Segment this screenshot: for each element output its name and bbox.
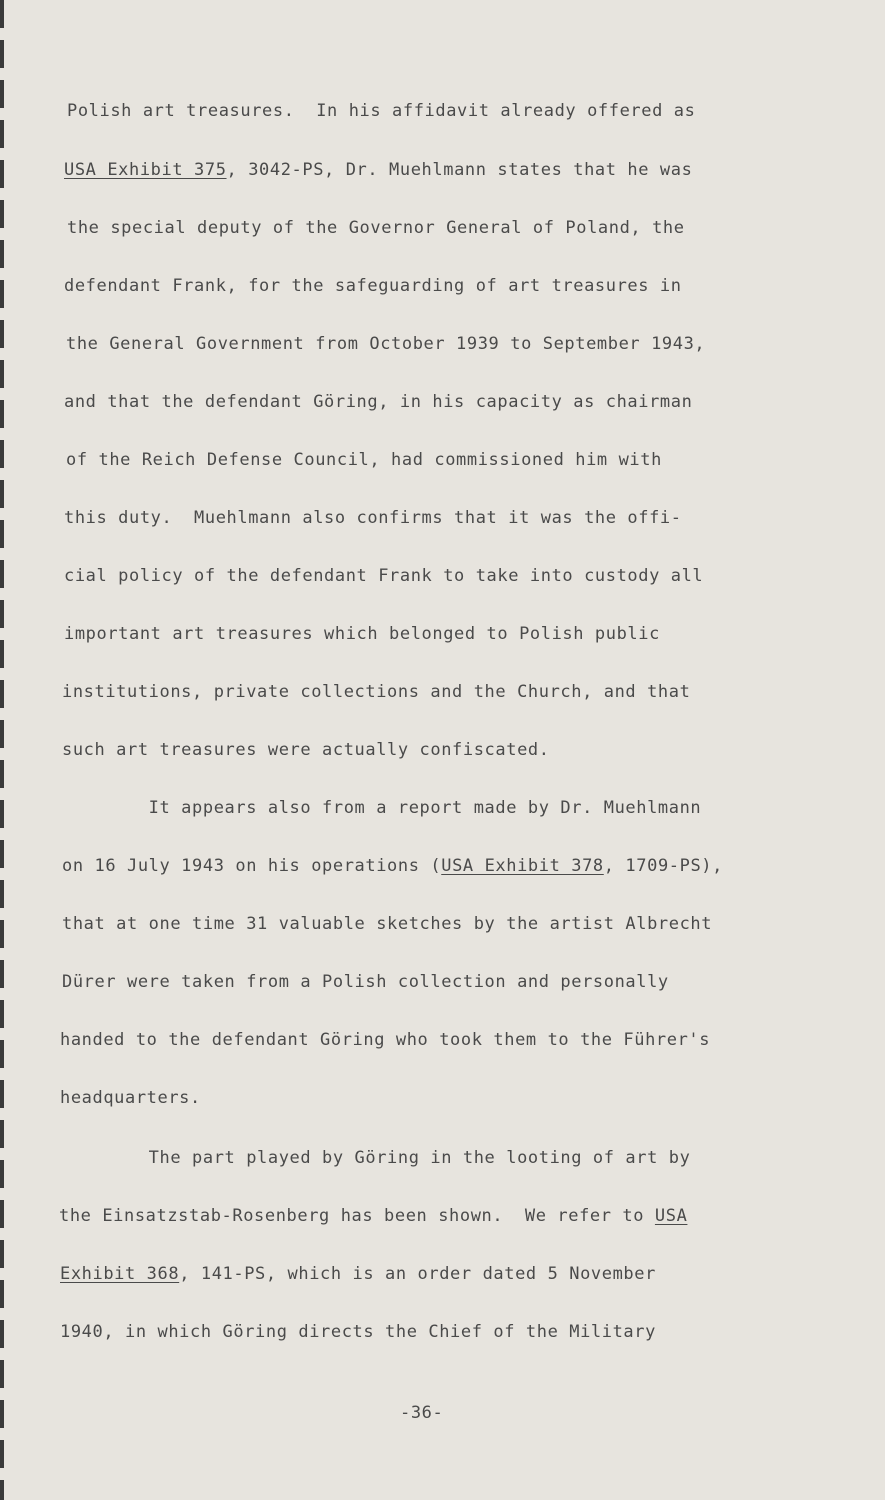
text-line [62, 740, 550, 760]
text-segment: such art treasures were actually confiscated. [62, 740, 550, 760]
text-line [59, 1206, 687, 1226]
text-line [62, 856, 723, 876]
text-segment: handed to the defendant Göring who took them to the Führer's [60, 1030, 711, 1050]
page-number: -36- [400, 1403, 444, 1423]
exhibit-reference: USA Exhibit 378 [441, 856, 604, 876]
text-line [64, 566, 703, 586]
text-segment: that at one time 31 valuable sketches by the artist Albrecht [62, 914, 713, 934]
text-line [60, 1322, 656, 1342]
text-line [64, 508, 682, 528]
exhibit-reference: USA Exhibit 375 [64, 160, 227, 180]
text-segment: , 3042-PS, Dr. Muehlmann states that he was [226, 160, 693, 180]
text-line [62, 914, 712, 934]
text-segment: this duty. Muehlmann also confirms that it was the offi- [64, 508, 682, 528]
text-line [60, 1088, 201, 1108]
text-segment: Dürer were taken from a Polish collection and personally [62, 972, 669, 992]
text-segment: the special deputy of the Governor General of Poland, the [67, 218, 685, 238]
text-line [64, 392, 692, 412]
text-segment: headquarters. [60, 1088, 201, 1108]
text-segment: the General Government from October 1939 to September 1943, [66, 334, 706, 354]
text-segment: the Einsatzstab-Rosenberg has been shown. We refer to [59, 1206, 655, 1226]
text-line [64, 624, 660, 644]
text-segment: defendant Frank, for the safeguarding of art treasures in [64, 276, 682, 296]
text-line [60, 1264, 656, 1284]
text-line [62, 972, 669, 992]
text-line [64, 276, 682, 296]
binding-edge [0, 0, 4, 1500]
text-line [66, 450, 662, 470]
text-line [67, 218, 685, 238]
text-segment: on 16 July 1943 on his operations ( [62, 856, 442, 876]
text-segment: , 141-PS, which is an order dated 5 November [179, 1264, 656, 1284]
text-segment: and that the defendant Göring, in his capacity as chairman [64, 392, 693, 412]
exhibit-reference: USA [654, 1206, 688, 1226]
text-segment: It appears also from a report made by Dr. Muehlmann [62, 798, 702, 818]
text-segment: of the Reich Defense Council, had commissioned him with [66, 450, 662, 470]
text-segment: The part played by Göring in the looting of art by [62, 1148, 691, 1168]
text-line [66, 334, 705, 354]
text-segment: cial policy of the defendant Frank to take into custody all [64, 566, 704, 586]
text-line [67, 101, 695, 121]
text-segment: , 1709-PS), [603, 856, 723, 876]
text-segment: institutions, private collections and the Church, and that [62, 682, 691, 702]
exhibit-reference: Exhibit 368 [60, 1264, 180, 1284]
text-segment: important art treasures which belonged to Polish public [64, 624, 660, 644]
text-segment: 1940, in which Göring directs the Chief of the Military [60, 1322, 656, 1342]
text-line [62, 798, 701, 818]
text-line [60, 1030, 710, 1050]
text-line [62, 682, 690, 702]
text-segment: Polish art treasures. In his affidavit already offered as [67, 101, 696, 121]
text-line [64, 160, 692, 180]
text-line [62, 1148, 690, 1168]
